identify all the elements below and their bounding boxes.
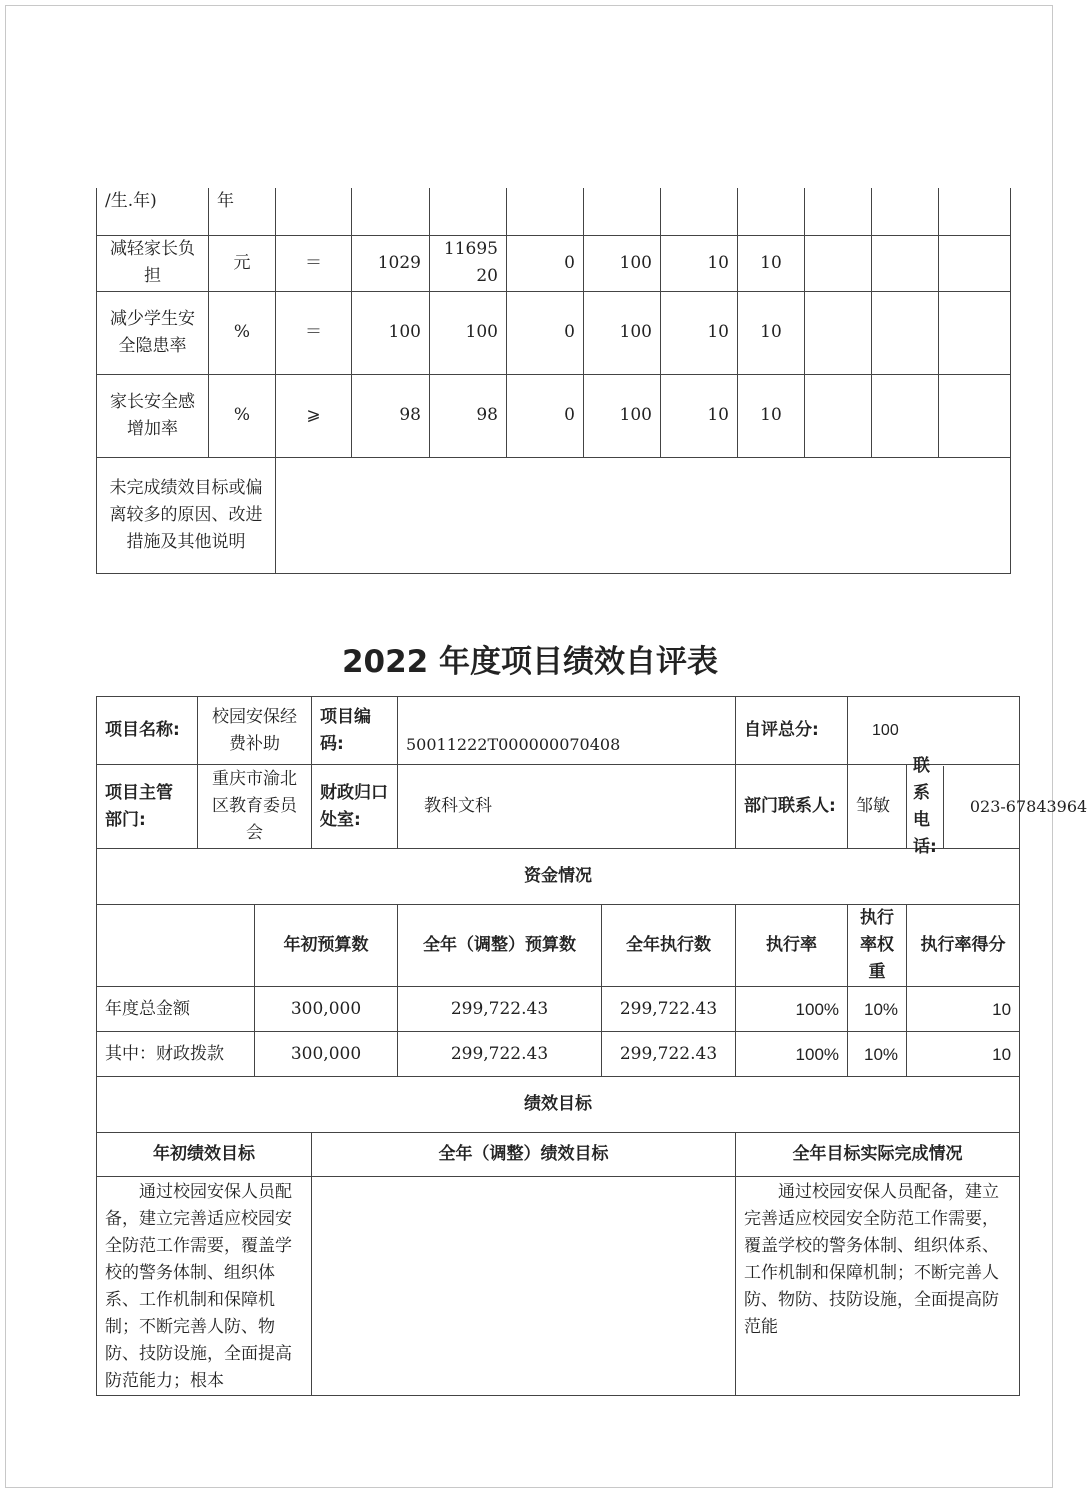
project-dept-row (97, 765, 1020, 849)
indicator-target: 1029 (352, 235, 430, 291)
goals-header-row (97, 1133, 1020, 1177)
note-value (276, 457, 1011, 573)
indicator-actual: 100 (430, 291, 507, 374)
note-label: 未完成绩效目标或偏离较多的原因、改进措施及其他说明 (97, 457, 276, 573)
indicator-weight: 10 (661, 291, 738, 374)
goals-section-row (97, 1077, 1020, 1133)
indicator-row (97, 235, 1011, 291)
funds-header-executed: 全年执行数 (602, 905, 736, 987)
indicator-operator: ＝ (276, 235, 352, 291)
dept-label: 项目主管部门: (97, 765, 198, 849)
funds-rate: 100% (736, 1032, 848, 1077)
indicator-operator: ＝ (276, 291, 352, 374)
funds-weight: 10% (848, 987, 907, 1032)
funds-row-label: 年度总金额 (97, 987, 255, 1032)
self-assessment-table (96, 696, 1087, 1396)
indicator-actual: 98 (430, 374, 507, 457)
phone-label: 联系电话: (907, 766, 944, 848)
indicator-unit: % (209, 374, 276, 457)
goals-section-title: 绩效目标 (97, 1077, 1020, 1133)
phone-number: 023-67843964 (969, 797, 1087, 816)
indicator-score: 10 (738, 235, 805, 291)
project-name-label: 项目名称: (97, 697, 198, 765)
goals-content-row (97, 1177, 1020, 1396)
indicator-name: 减轻家长负担 (97, 235, 209, 291)
indicator-weight-pct: 100 (584, 291, 661, 374)
funds-executed: 299,722.43 (602, 1032, 736, 1077)
funds-header-score: 执行率得分 (907, 905, 1020, 987)
indicator-weight: 10 (661, 374, 738, 457)
goals-adjusted-text (312, 1177, 736, 1396)
indicator-name: 减少学生安全隐患率 (97, 291, 209, 374)
goals-header-actual: 全年目标实际完成情况 (736, 1133, 1020, 1177)
indicator-operator: ⩾ (276, 374, 352, 457)
goals-header-initial: 年初绩效目标 (97, 1133, 312, 1177)
self-score: 100 (848, 697, 1020, 765)
funds-weight: 10% (848, 1032, 907, 1077)
goals-initial-text: 通过校园安保人员配备，建立完善适应校园安全防范工作需要，覆盖学校的警务体制、组织体系、工作机制和保障机制；不断完善人防、物防、技防设施，全面提高防范能力；根本 (97, 1177, 312, 1396)
funds-header-row (97, 905, 1020, 987)
indicator-deviation: 0 (507, 374, 584, 457)
indicator-target: 98 (352, 374, 430, 457)
indicator-actual: 1169520 (430, 235, 507, 291)
funds-section-title: 资金情况 (97, 849, 1020, 905)
funds-score: 10 (907, 987, 1020, 1032)
funds-score: 10 (907, 1032, 1020, 1077)
indicator-deviation: 0 (507, 291, 584, 374)
indicator-row (97, 188, 1011, 235)
indicator-unit: 年 (209, 188, 276, 235)
indicator-score: 10 (738, 291, 805, 374)
indicator-name: 家长安全感增加率 (97, 374, 209, 457)
funds-header-rate: 执行率 (736, 905, 848, 987)
dept-name: 重庆市渝北区教育委员会 (198, 765, 312, 849)
indicator-weight-pct: 100 (584, 235, 661, 291)
funds-row (97, 987, 1020, 1032)
funds-executed: 299,722.43 (602, 987, 736, 1032)
funds-row-label: 其中：财政拨款 (97, 1032, 255, 1077)
note-row (97, 457, 1011, 573)
finance-office-label: 财政归口处室: (312, 765, 398, 849)
funds-header-initial: 年初预算数 (255, 905, 398, 987)
indicator-unit: 元 (209, 235, 276, 291)
indicator-table (96, 188, 1011, 574)
indicator-weight-pct: 100 (584, 374, 661, 457)
indicator-score: 10 (738, 374, 805, 457)
funds-header-blank (97, 905, 255, 987)
indicator-weight: 10 (661, 235, 738, 291)
page-title: 2022 年度项目绩效自评表 (341, 644, 719, 680)
indicator-deviation: 0 (507, 235, 584, 291)
funds-initial: 300,000 (255, 987, 398, 1032)
indicator-row (97, 374, 1011, 457)
finance-office: 教科文科 (398, 765, 736, 849)
indicator-row (97, 291, 1011, 374)
contact-label: 部门联系人: (736, 765, 848, 849)
project-info-row (97, 697, 1020, 765)
funds-adjusted: 299,722.43 (398, 1032, 602, 1077)
funds-adjusted: 299,722.43 (398, 987, 602, 1032)
indicator-unit: % (209, 291, 276, 374)
funds-header-adjusted: 全年（调整）预算数 (398, 905, 602, 987)
funds-row (97, 1032, 1020, 1077)
funds-header-weight: 执行率权重 (848, 905, 907, 987)
project-code-label: 项目编码: (312, 697, 398, 765)
funds-rate: 100% (736, 987, 848, 1032)
project-code: 50011222T000000070408 (398, 697, 736, 765)
funds-initial: 300,000 (255, 1032, 398, 1077)
contact-person: 邹敏 (848, 765, 907, 849)
funds-section-row (97, 849, 1020, 905)
goals-actual-text: 通过校园安保人员配备，建立完善适应校园安全防范工作需要，覆盖学校的警务体制、组织体系、工作机制和保障机制；不断完善人防、物防、技防设施，全面提高防范能 (736, 1177, 1020, 1396)
goals-header-adjusted: 全年（调整）绩效目标 (312, 1133, 736, 1177)
indicator-name: /生.年) (97, 188, 209, 235)
indicator-target: 100 (352, 291, 430, 374)
project-name: 校园安保经费补助 (198, 697, 312, 765)
self-score-label: 自评总分: (736, 697, 848, 765)
